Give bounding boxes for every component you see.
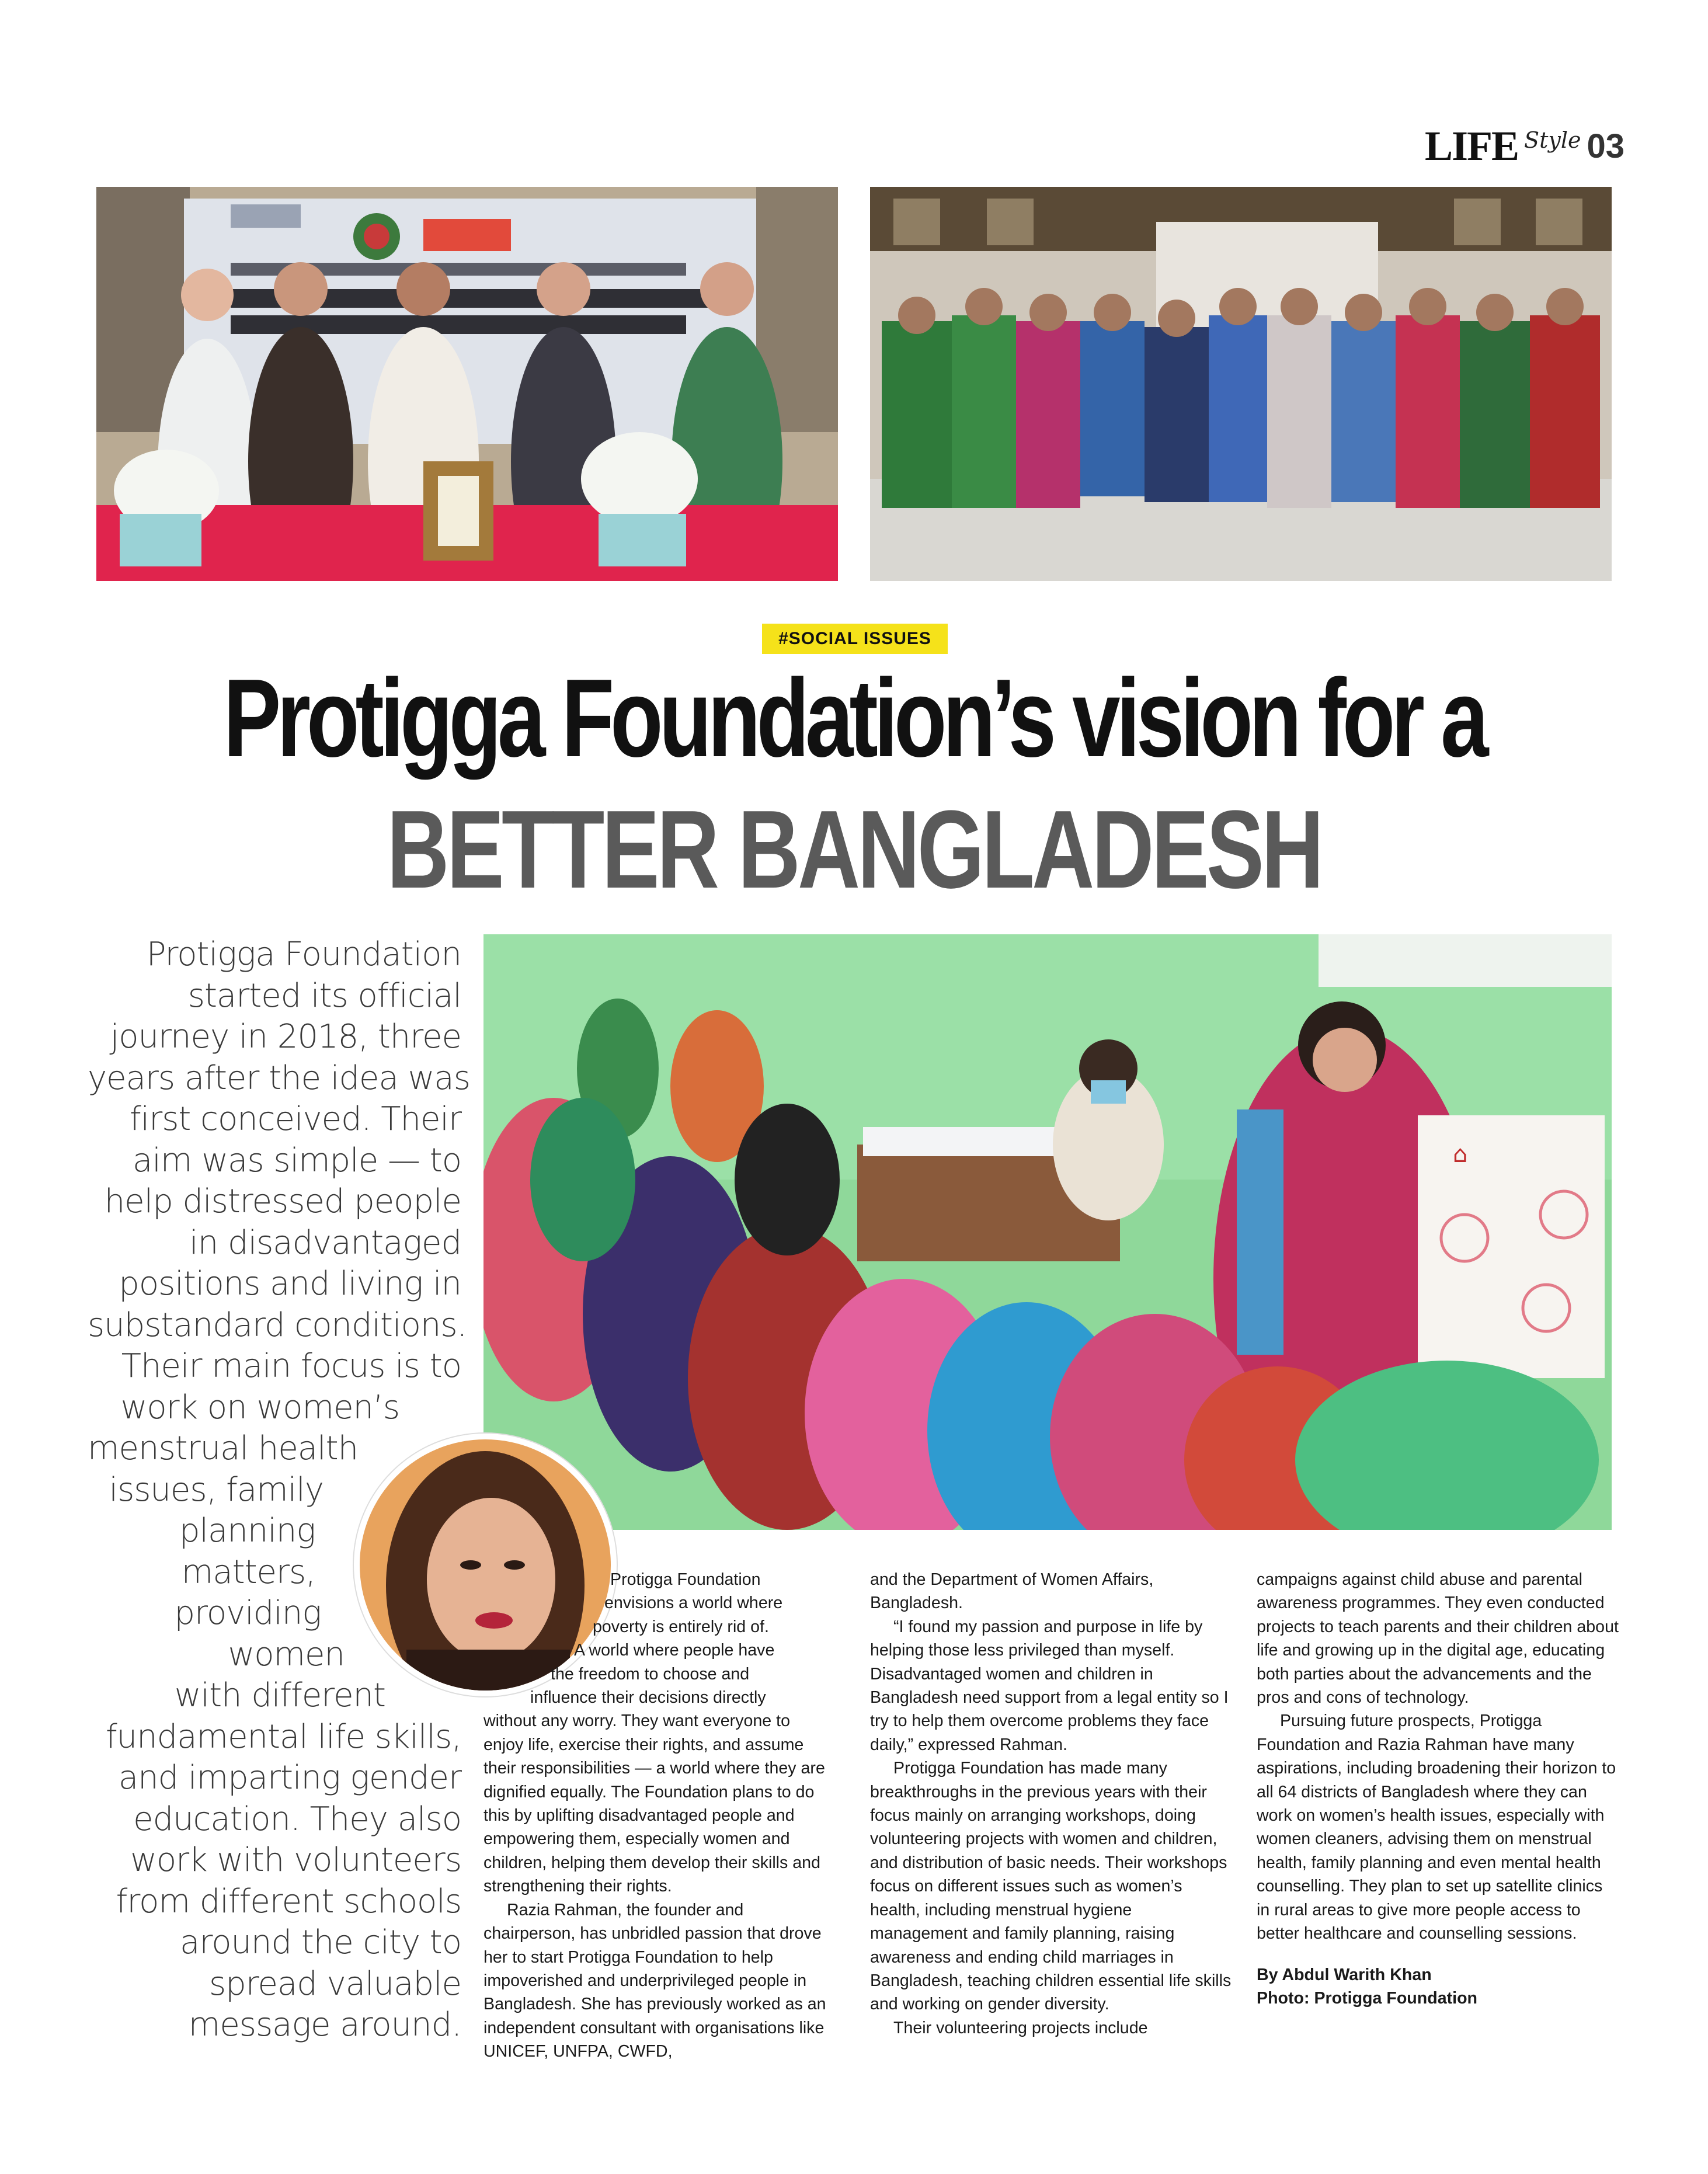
- text-line: the freedom to choose and: [551, 1664, 750, 1683]
- paragraph: “I found my passion and purpose in life by helping those less privileged than myself. Disadvantaged women and children in Bangladesh need support from a legal entity so I try to help them overcome problems they face daily,” expressed Rahman.: [870, 1617, 1229, 1754]
- intro-line: providing: [174, 1594, 321, 1632]
- intro-line: journey in 2018, three: [110, 1018, 461, 1056]
- intro-line: with different: [174, 1676, 385, 1714]
- intro-line: fundamental life skills,: [105, 1717, 461, 1756]
- text-line: envisions a world where: [604, 1594, 783, 1613]
- intro-line: and imparting gender: [118, 1759, 461, 1797]
- article-column-2: [870, 1568, 1232, 2040]
- intro-line: menstrual health: [88, 1429, 359, 1467]
- byline-author: By Abdul Warith Khan: [1257, 1965, 1432, 1984]
- photo-event-speakers: [96, 187, 838, 581]
- article-column-1: [483, 1568, 834, 2064]
- intro-line: from different schools: [116, 1882, 461, 1921]
- intro-line: women: [228, 1635, 345, 1674]
- intro-line: Protigga Foundation: [146, 935, 461, 973]
- intro-line: aim was simple — to: [133, 1141, 461, 1180]
- paragraph: and the Department of Women Affairs, Bangladesh.: [870, 1570, 1154, 1613]
- intro-line: years after the idea was: [88, 1059, 470, 1097]
- section-masthead: [1425, 120, 1624, 172]
- intro-line: positions and living in: [119, 1265, 461, 1303]
- masthead-style: Style: [1524, 127, 1581, 153]
- paragraph: Their volunteering projects include: [893, 2018, 1148, 2037]
- paragraph: without any worry. They want everyone to enjoy life, exercise their rights, and assume their responsibilities — a world where they are dignified equally. The Foundation plans to do this by uplifting disadvantaged people and empowering them, especially women and children, helping them develop their skills and strengthening their rights.: [483, 1712, 825, 1896]
- intro-line: matters,: [181, 1553, 315, 1591]
- intro-line: in disadvantaged: [189, 1223, 461, 1262]
- intro-line: issues, family: [109, 1470, 323, 1509]
- section-tag: #SOCIAL ISSUES: [762, 624, 948, 654]
- intro-line: work with volunteers: [130, 1841, 461, 1879]
- headline-line-2: BETTER BANGLADESH: [387, 788, 1321, 912]
- page-number: 03: [1587, 127, 1624, 165]
- text-line: influence their decisions directly: [530, 1688, 766, 1707]
- text-line: A world where people have: [574, 1641, 775, 1660]
- photo-workshop: [483, 934, 1612, 1530]
- text-line: Protigga Foundation: [610, 1570, 761, 1589]
- intro-line: first conceived. Their: [129, 1100, 461, 1138]
- photo-group-cleaners: [870, 187, 1612, 581]
- paragraph: Protigga Foundation has made many breakthroughs in the previous years with their focus mainly on arranging workshops, doing volunteering projects with women and children, and distribution of basic needs. Their workshops focus on different issues such as women’s health, including menstrual hygiene management and family planning, raising awareness and ending child marriages in Bangladesh, teaching children essential life skills and working on gender diversity.: [870, 1759, 1232, 2014]
- intro-line: Their main focus is to: [121, 1347, 461, 1385]
- intro-line: planning: [179, 1512, 315, 1550]
- paragraph: Pursuing future prospects, Protigga Foundation and Razia Rahman have many aspirations, including broadening their horizon to all 64 districts of Bangladesh where they can work on women’s health issues, especially with women cleaners, advising them on menstrual health, family planning and even mental health counselling. They plan to set up satellite clinics in rural areas to give more people access to better healthcare and counselling sessions.: [1257, 1712, 1616, 1943]
- intro-line: substandard conditions.: [88, 1306, 467, 1344]
- headline-line-1: Protigga Foundation’s vision for a: [223, 656, 1485, 780]
- intro-line: around the city to: [180, 1923, 461, 1961]
- intro-line: help distressed people: [104, 1182, 461, 1220]
- intro-line: work on women’s: [120, 1388, 399, 1427]
- paragraph: Razia Rahman, the founder and chairperson, has unbridled passion that drove her to start Protigga Foundation to help impoverished and underprivileged people in Bangladesh. She has previously worked as an independent consultant with organisations like UNICEF, UNFPA, CWFD,: [483, 1900, 826, 2061]
- paragraph: campaigns against child abuse and parental awareness programmes. They even conducted projects to teach parents and their children about life and growing up in the digital age, educating both parties about the advancements and the pros and cons of technology.: [1257, 1570, 1619, 1707]
- byline-photo-credit: Photo: Protigga Foundation: [1257, 1988, 1478, 2008]
- masthead-logo: LIFE: [1425, 122, 1519, 169]
- intro-line: education. They also: [133, 1800, 461, 1838]
- intro-line: spread valuable: [208, 1964, 461, 2003]
- text-line: poverty is entirely rid of.: [593, 1617, 769, 1636]
- intro-line: message around.: [188, 2006, 461, 2044]
- intro-line: started its official: [187, 976, 461, 1015]
- article-column-3: [1257, 1568, 1619, 2010]
- svg-text:⌂: ⌂: [1453, 1141, 1468, 1168]
